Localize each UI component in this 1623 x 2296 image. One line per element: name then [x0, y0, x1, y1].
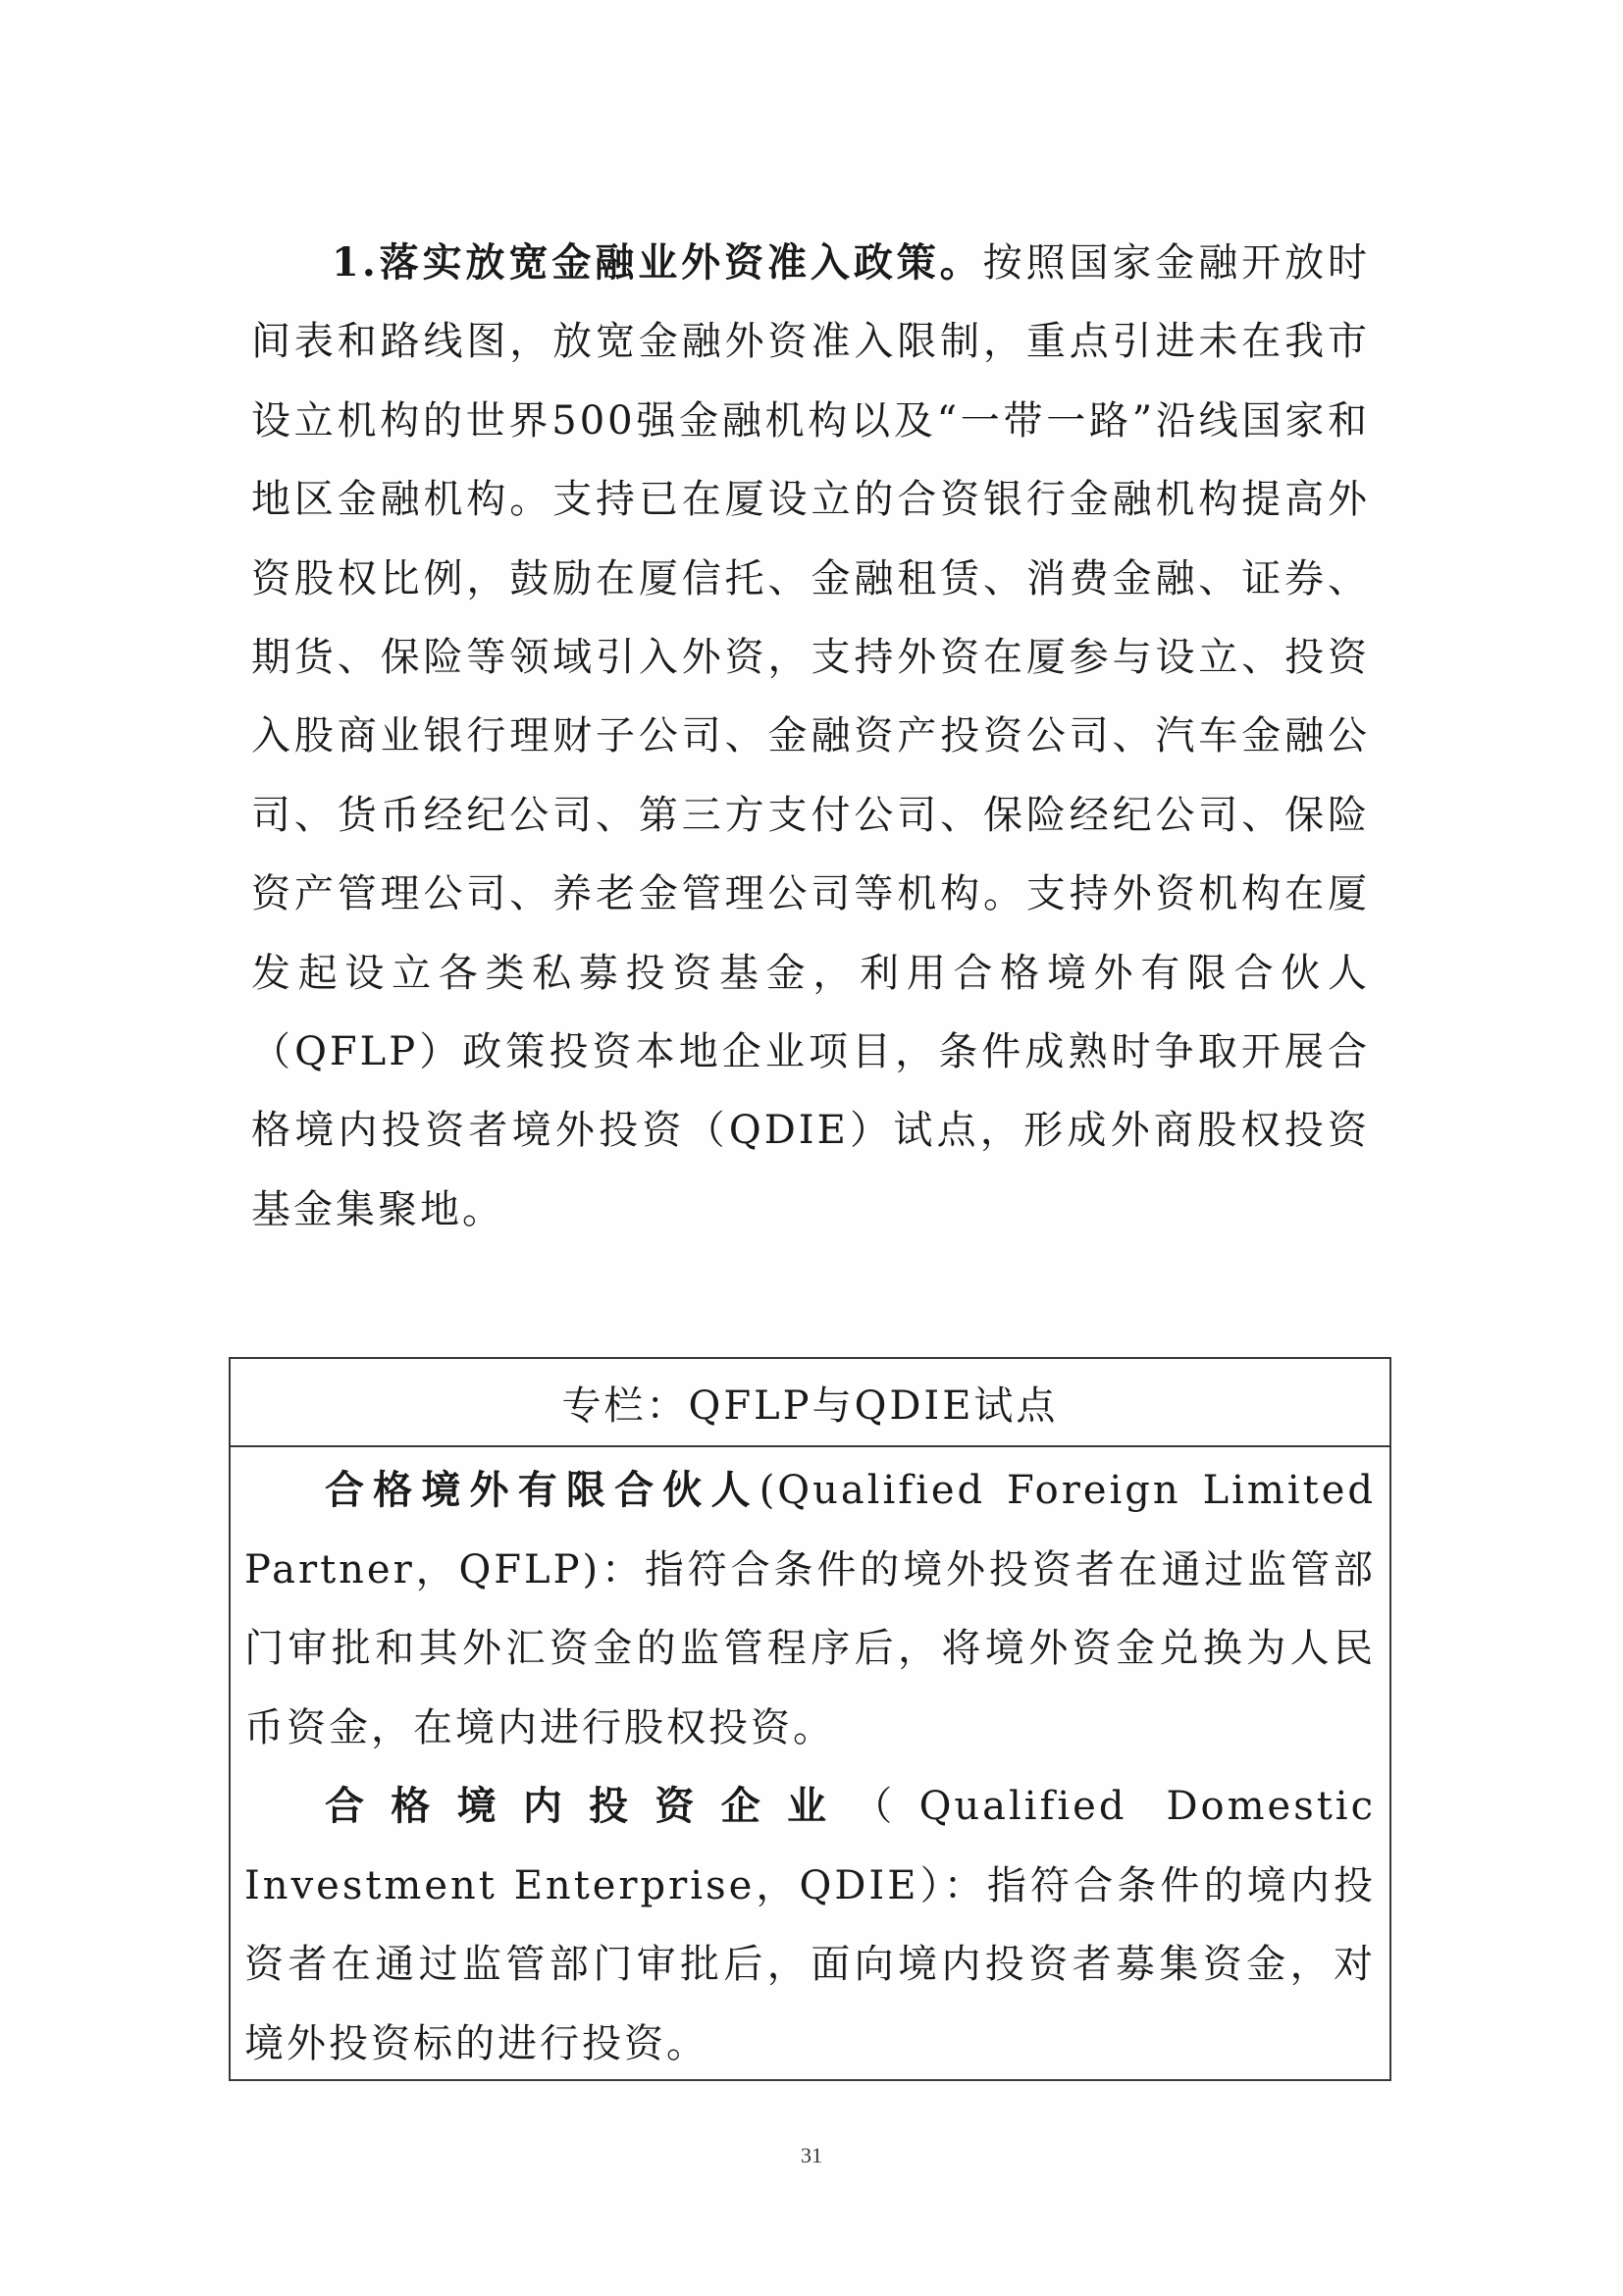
definition-text: (Qualified Foreign Limited Partner，QFLP)：指符合条件的境外投资者在通过监管部门审批和其外汇资金的监管程序后，将境外资金兑换为人民币资金，在境内进行股权投资。	[244, 1468, 1376, 1750]
paragraph-heading: 1.落实放宽金融业外资准入政策。	[332, 239, 983, 286]
definition-text: （Qualified Domestic Investment Enterprise，QDIE）：指符合条件的境内投资者在通过监管部门审批后，面向境内投资者募集资金，对境外投资标的进行投资。	[244, 1784, 1376, 2066]
definition-term: 合格境外有限合伙人	[325, 1467, 759, 1513]
feature-box-content	[231, 1447, 1389, 2083]
definition-term: 合格境内投资企业	[325, 1783, 854, 1829]
body-paragraph	[251, 224, 1370, 1249]
definition-qdie	[244, 1767, 1376, 2083]
definition-qflp	[244, 1451, 1376, 1767]
feature-box-title: 专栏：QFLP与QDIE试点	[231, 1359, 1389, 1447]
paragraph-text: 按照国家金融开放时间表和路线图，放宽金融外资准入限制，重点引进未在我市设立机构的世界500强金融机构以及“一带一路”沿线国家和地区金融机构。支持已在厦设立的合资银行金融机构提高外资股权比例，鼓励在厦信托、金融租赁、消费金融、证券、期货、保险等领域引入外资，支持外资在厦参与设立、投资入股商业银行理财子公司、金融资产投资公司、汽车金融公司、货币经纪公司、第三方支付公司、保险经纪公司、保险资产管理公司、养老金管理公司等机构。支持外资机构在厦发起设立各类私募投资基金，利用合格境外有限合伙人（QFLP）政策投资本地企业项目，条件成熟时争取开展合格境内投资者境外投资（QDIE）试点，形成外商股权投资基金集聚地。	[251, 240, 1370, 1232]
feature-box	[229, 1357, 1391, 2081]
page-number: 31	[801, 2143, 822, 2167]
